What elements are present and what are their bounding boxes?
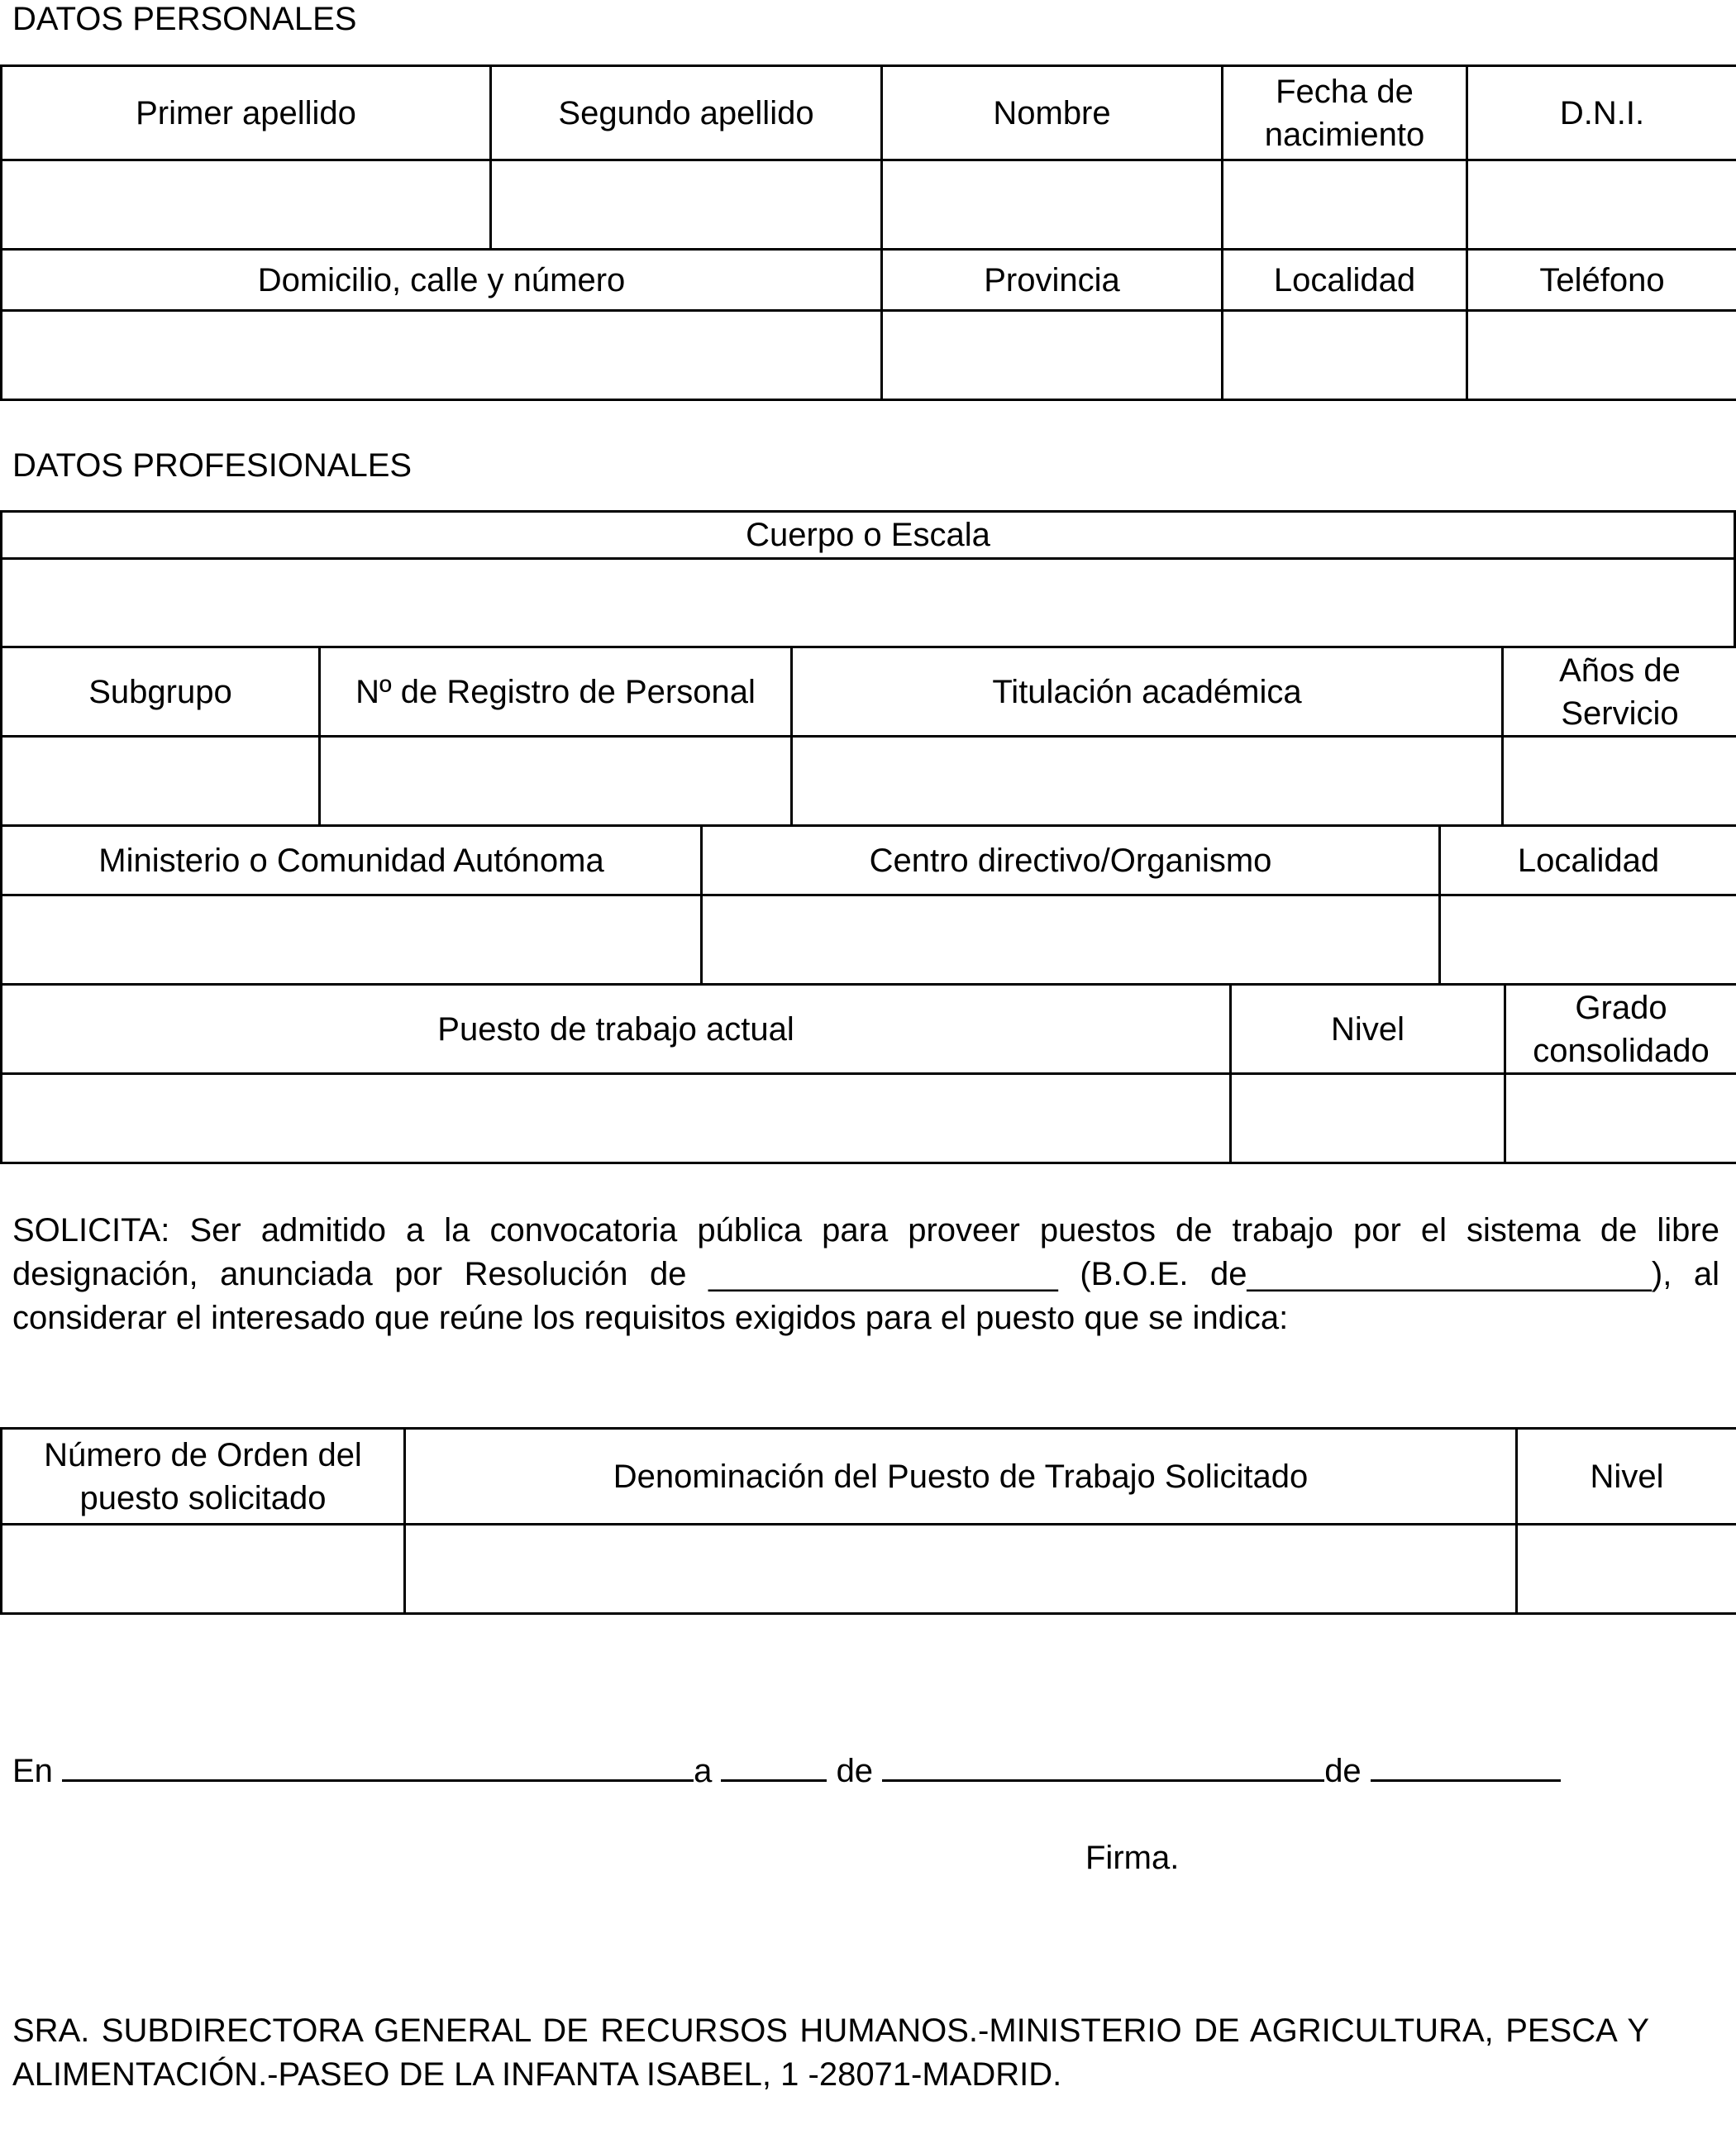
solicita-text-1: SOLICITA: Ser admitido a la convocatoria pública para proveer puestos de trabajo por el sistema de libre designación, anunciada por Resolución de — [12, 1212, 1719, 1292]
requested-position-table — [0, 1427, 1736, 1615]
field-telefono[interactable] — [1467, 311, 1736, 400]
header-ministerio: Ministerio o Comunidad Autónoma — [2, 826, 702, 895]
field-grado-consolidado[interactable] — [1505, 1074, 1736, 1163]
field-primer-apellido[interactable] — [2, 160, 491, 250]
label-de-1: de — [836, 1753, 874, 1789]
header-grado-consolidado: Grado consolidado — [1505, 985, 1736, 1074]
field-titulacion[interactable] — [792, 737, 1503, 826]
year-blank[interactable] — [1371, 1748, 1561, 1782]
field-denominacion-puesto[interactable] — [405, 1525, 1517, 1614]
header-nivel: Nivel — [1231, 985, 1505, 1074]
resolucion-blank[interactable]: ___________________ — [708, 1256, 1058, 1292]
solicita-text-2: (B.O.E. de — [1057, 1256, 1247, 1292]
field-subgrupo[interactable] — [2, 737, 320, 826]
header-puesto-actual: Puesto de trabajo actual — [2, 985, 1231, 1074]
month-blank[interactable] — [882, 1748, 1324, 1782]
professional-ministerio-table — [0, 824, 1736, 986]
header-domicilio: Domicilio, calle y número — [2, 250, 882, 311]
signature-label: Firma. — [1085, 1840, 1180, 1876]
label-de-2: de — [1324, 1753, 1362, 1789]
field-nivel[interactable] — [1231, 1074, 1505, 1163]
solicita-text-3: ), al considerar el interesado que reúne los requisitos exigidos para el puesto que se indica: — [12, 1256, 1720, 1336]
field-provincia[interactable] — [882, 311, 1223, 400]
field-dni[interactable] — [1467, 160, 1736, 250]
field-nombre[interactable] — [882, 160, 1223, 250]
field-domicilio[interactable] — [2, 311, 882, 400]
signature-place-date-line — [12, 1748, 1561, 1792]
header-cuerpo-escala: Cuerpo o Escala — [2, 512, 1735, 559]
header-titulacion: Titulación académica — [792, 647, 1503, 737]
professional-subgrupo-table — [0, 646, 1736, 827]
label-a: a — [694, 1753, 713, 1789]
field-registro-personal[interactable] — [320, 737, 792, 826]
section-title-personal: DATOS PERSONALES — [12, 1, 357, 37]
personal-data-table — [0, 64, 1736, 401]
header-subgrupo: Subgrupo — [2, 647, 320, 737]
solicita-paragraph — [12, 1209, 1719, 1340]
label-en: En — [12, 1753, 53, 1789]
field-localidad-prof[interactable] — [1440, 895, 1736, 985]
field-centro-directivo[interactable] — [702, 895, 1440, 985]
section-title-professional: DATOS PROFESIONALES — [12, 447, 413, 484]
field-anos-servicio[interactable] — [1503, 737, 1736, 826]
header-registro-personal: Nº de Registro de Personal — [320, 647, 792, 737]
header-localidad-prof: Localidad — [1440, 826, 1736, 895]
field-numero-orden[interactable] — [2, 1525, 405, 1614]
header-nombre: Nombre — [882, 66, 1223, 160]
day-blank[interactable] — [721, 1748, 827, 1782]
header-nivel-solicitado: Nivel — [1517, 1429, 1736, 1525]
header-primer-apellido: Primer apellido — [2, 66, 491, 160]
field-ministerio[interactable] — [2, 895, 702, 985]
header-localidad: Localidad — [1223, 250, 1467, 311]
professional-cuerpo-table — [0, 510, 1736, 648]
field-localidad[interactable] — [1223, 311, 1467, 400]
header-segundo-apellido: Segundo apellido — [491, 66, 882, 160]
boe-date-blank[interactable]: ______________________ — [1247, 1256, 1652, 1292]
place-blank[interactable] — [62, 1748, 694, 1782]
field-fecha-nacimiento[interactable] — [1223, 160, 1467, 250]
field-segundo-apellido[interactable] — [491, 160, 882, 250]
field-cuerpo-escala[interactable] — [2, 559, 1735, 647]
header-numero-orden: Número de Orden del puesto solicitado — [2, 1429, 405, 1525]
header-telefono: Teléfono — [1467, 250, 1736, 311]
header-denominacion-puesto: Denominación del Puesto de Trabajo Solicitado — [405, 1429, 1517, 1525]
header-fecha-nacimiento: Fecha de nacimiento — [1223, 66, 1467, 160]
field-puesto-actual[interactable] — [2, 1074, 1231, 1163]
footer-address: SRA. SUBDIRECTORA GENERAL DE RECURSOS HUMANOS.-MINISTERIO DE AGRICULTURA, PESCA Y ALIMENTACIÓN.-PASEO DE LA INFANTA ISABEL, 1 -28071-MADRID. — [12, 2012, 1649, 2093]
header-centro-directivo: Centro directivo/Organismo — [702, 826, 1440, 895]
header-dni: D.N.I. — [1467, 66, 1736, 160]
header-provincia: Provincia — [882, 250, 1223, 311]
header-anos-servicio: Años de Servicio — [1503, 647, 1736, 737]
professional-puesto-table — [0, 983, 1736, 1164]
field-nivel-solicitado[interactable] — [1517, 1525, 1736, 1614]
